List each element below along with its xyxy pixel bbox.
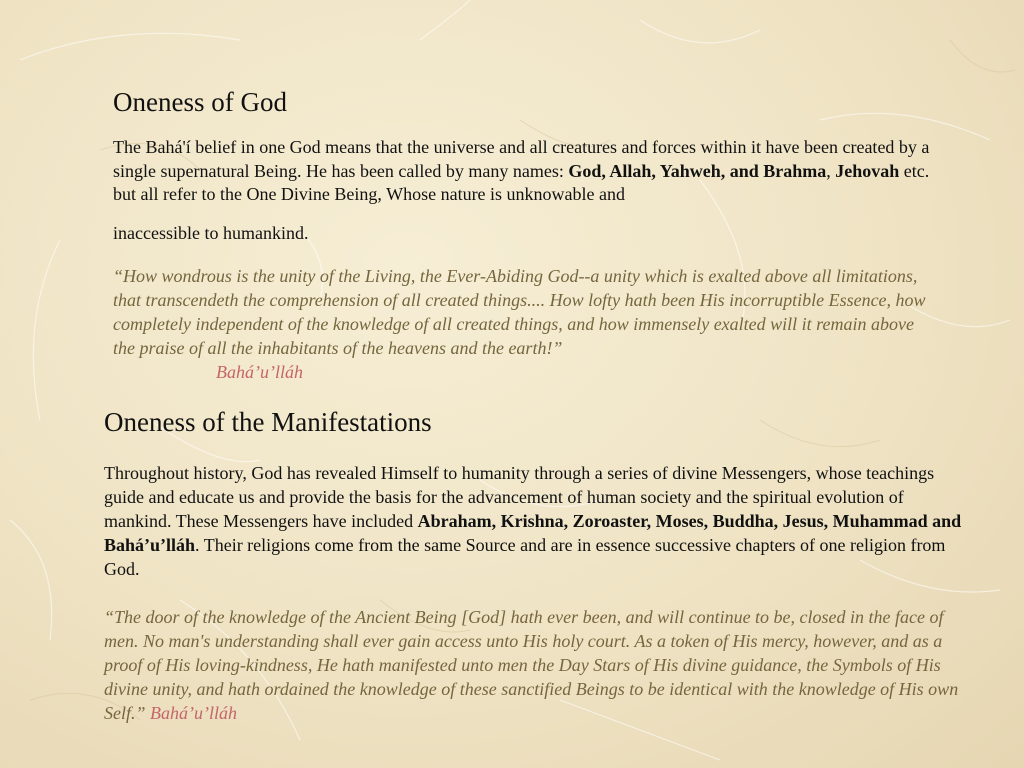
body-rest: . Their religions come from the same Source and are in essence successive chapters of one religion from God.	[104, 535, 946, 579]
quote-ancient-being	[104, 605, 964, 725]
body-last-line: inaccessible to humankind.	[113, 222, 309, 243]
divine-names-bold: God, Allah, Yahweh, and Brahma	[568, 160, 827, 181]
section-oneness-of-god	[113, 84, 933, 384]
body-rest: etc. but all refer to the One Divine Being, Whose nature is unknowable and	[113, 160, 930, 204]
separator: ,	[826, 160, 836, 181]
heading-oneness-of-god: Oneness of God	[113, 87, 287, 117]
quote-attribution: Bahá’u’lláh	[216, 362, 303, 382]
quote-text: “The door of the knowledge of the Ancient Being [God] hath ever been, and will continue to be, closed in the face of men. No man's understanding shall ever gain access unto His holy court. As a token of His mercy, however, and as a proof of His loving-kindness, He hath manifested unto men the Day Stars of His divine guidance, the Symbols of His divine unity, and hath ordained the knowledge of these sanctified Beings to be identical with the knowledge of His own Self.”	[104, 607, 959, 723]
quote-attribution: Bahá’u’lláh	[150, 703, 238, 723]
jehovah-bold: Jehovah	[835, 160, 900, 181]
section-oneness-of-manifestations	[104, 404, 964, 725]
body-paragraph	[104, 461, 964, 581]
quote-unity-of-god	[113, 264, 933, 384]
heading-oneness-of-manifestations: Oneness of the Manifestations	[104, 407, 432, 437]
body-intro: The Bahá'í belief in one God means that the universe and all creatures and forces within it have been created by a single supernatural Being. He has been called by many names:	[113, 137, 930, 181]
body-intro: Throughout history, God has revealed Himself to humanity through a series of divine Messengers, whose teachings guide and educate us and provide the basis for the advancement of human society and the spiritual evolution of mankind. These Messengers have included	[104, 463, 935, 531]
quote-text: “How wondrous is the unity of the Living, the Ever-Abiding God--a unity which is exalted above all limitations, that transcendeth the comprehension of all created things.... How lofty hath been His incorruptible Essence, how completely independent of the knowledge of all created things, and how immensely exalted will it remain above the praise of all the inhabitants of the heavens and the earth!”	[113, 266, 926, 358]
messengers-bold: Abraham, Krishna, Zoroaster, Moses, Buddha, Jesus, Muhammad and Bahá’u’lláh	[104, 511, 962, 555]
body-paragraph	[113, 136, 933, 245]
